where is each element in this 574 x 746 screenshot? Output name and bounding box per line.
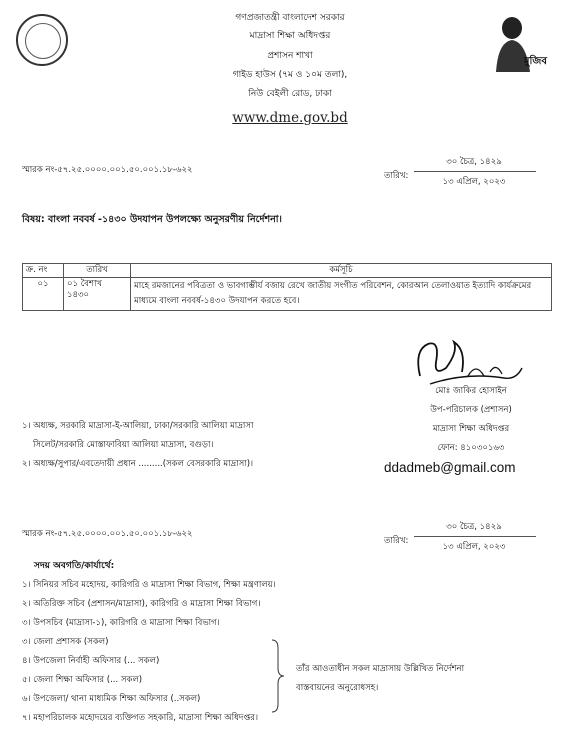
date-english-1: ১৩ এপ্রিল, ২০২৩ [442, 177, 506, 187]
date-bangla-1: ৩০ চৈত্র, ১৪২৯ [446, 157, 502, 167]
memo-ref-1: স্মারক নং-৫৭.২৫.০০০০.০০১.৫০.০০১.১৮-৬২২ [22, 165, 193, 175]
header-line-3: প্রশাসন শাখা [267, 51, 313, 61]
memo-ref-2: স্মারক নং-৫৭.২৫.০০০০.০০১.৫০.০০১.১৮-৬২২ [22, 529, 193, 539]
program-table [22, 263, 552, 311]
header-line-5: নিউ বেইলী রোড, ঢাকা [248, 89, 332, 99]
portrait-image [486, 14, 552, 72]
list-item: ৩। উপসচিব (মাদ্রাসা-১), কারিগরি ও মাদ্রাসা শিক্ষা বিভাগ। [22, 618, 220, 628]
table-header-program: কর্মসূচি [131, 264, 552, 278]
brace-note-line1: তাঁর আওতাধীন সকল মাদ্রাসায় উল্লিখিত নির্দেশনা [296, 664, 465, 674]
header-line-1: গণপ্রজাতন্ত্রী বাংলাদেশ সরকার [235, 13, 345, 23]
curly-brace-icon [270, 638, 286, 714]
date-divider-2 [414, 536, 536, 537]
table-cell-program: মাহে রমজানের পবিত্রতা ও ভাবগাম্ভীর্য বজায় রেখে জাতীয় সংগীত পরিবেশন, কোরআন তেলাওয়াত ইত্যাদি কার্যক্রমের মাধ্যমে বাংলা নববর্ষ-১৪৩০ উদযাপন করতে হবে। [131, 278, 552, 311]
copy-heading: সদয় অবগতি/কার্যার্থে: [34, 561, 115, 571]
table-cell-date-line1: ০১ বৈশাখ [67, 279, 102, 289]
signatory-name: মোঃ জাকির হোসাইন [435, 386, 507, 396]
logo-emblem-icon [25, 23, 61, 59]
brace-note-line2: বাস্তবায়নের অনুরোধসহ। [296, 683, 379, 693]
table-cell-date-line2: ১৪৩০ [67, 290, 90, 300]
date-label-2: তারিখ: [384, 536, 409, 546]
website-link[interactable]: www.dme.gov.bd [232, 110, 348, 126]
dme-logo [16, 14, 68, 66]
table-cell-date [64, 278, 131, 311]
list-item: ৩। জেলা প্রশাসক (সকল) [22, 637, 109, 647]
list-item: ৬। উপজেলা/ থানা মাধ্যমিক শিক্ষা অফিসার (..সকল) [22, 694, 201, 704]
signatory-office: মাদ্রাসা শিক্ষা অধিদপ্তর [432, 424, 510, 434]
list-item: ৫। জেলা শিক্ষা অফিসার (... সকল) [22, 675, 143, 685]
list-item: ৪। উপজেলা নির্বাহী অফিসার (... সকল) [22, 656, 160, 666]
list-item: ১। সিনিয়র সচিব মহোদয়, কারিগরি ও মাদ্রাসা শিক্ষা বিভাগ, শিক্ষা মন্ত্রণালয়। [22, 580, 276, 590]
date-bangla-2: ৩০ চৈত্র, ১৪২৯ [446, 522, 502, 532]
signatory-email[interactable]: ddadmeb@gmail.com [384, 460, 516, 475]
signatory-designation: উপ-পরিচালক (প্রশাসন) [430, 405, 512, 415]
date-divider-1 [414, 171, 536, 172]
portrait-caption: মুজিব [524, 56, 547, 67]
table-header-serial: ক্র. নং [23, 264, 64, 278]
copy-list [22, 579, 276, 731]
signatory-phone: ফোন: ৪১০৩০১৬৩ [437, 443, 505, 453]
subject-line: বিষয়: বাংলা নববর্ষ -১৪৩০ উদযাপন উপলক্ষ্যে অনুসরণীয় নির্দেশনা। [22, 214, 282, 225]
recipient-1-line2: সিলেট/সরকারি মোস্তাফাবিয়া আলিয়া মাদ্রাসা, বগুড়া। [33, 440, 214, 450]
header-line-2: মাদ্রাসা শিক্ষা অধিদপ্তর [249, 31, 331, 41]
table-cell-serial: ০১ [23, 278, 64, 311]
date-label-1: তারিখ: [384, 171, 409, 181]
table-row [23, 278, 552, 311]
header-line-4: গাইড হাউস (৭ম ও ১০ম তলা), [232, 70, 348, 80]
list-item: ৭। মহাপরিচালক মহোদয়ের ব্যক্তিগত সহকারি, মাদ্রাসা শিক্ষা অধিদপ্তর। [22, 713, 259, 723]
recipient-1-line1: ১। অধ্যক্ষ, সরকারি মাদ্রাসা-ই-আলিয়া, ঢাকা/সরকারি আলিয়া মাদ্রাসা [22, 421, 254, 431]
list-item: ২। অতিরিক্ত সচিব (প্রশাসন/মাদ্রাসা), কারিগরি ও মাদ্রাসা শিক্ষা বিভাগ। [22, 599, 261, 609]
recipient-2: ২। অধ্যক্ষ/সুপার/এবতেদায়ী প্রধান .........(সকল বেসরকারি মাদ্রাসা)। [22, 459, 254, 469]
date-english-2: ১৩ এপ্রিল, ২০২৩ [442, 542, 506, 552]
table-header-row [23, 264, 552, 278]
table-header-date: তারিখ [64, 264, 131, 278]
handwritten-signature [406, 332, 530, 390]
